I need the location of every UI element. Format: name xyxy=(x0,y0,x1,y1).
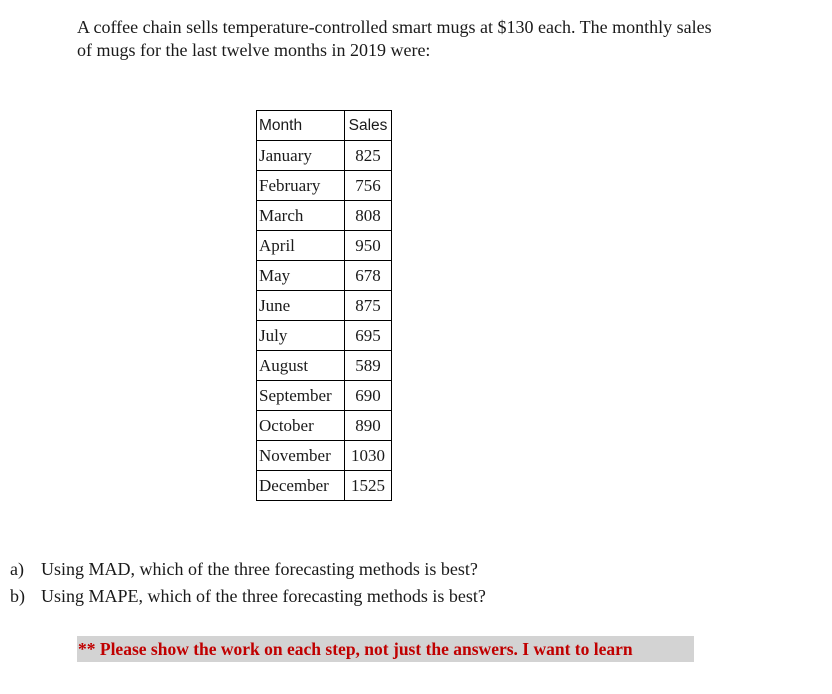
table-row xyxy=(257,471,392,501)
sales-cell: 589 xyxy=(345,351,392,381)
month-cell: April xyxy=(257,231,345,261)
sales-cell: 678 xyxy=(345,261,392,291)
month-cell: November xyxy=(257,441,345,471)
month-cell: December xyxy=(257,471,345,501)
sales-cell: 695 xyxy=(345,321,392,351)
table-row xyxy=(257,321,392,351)
table-row xyxy=(257,291,392,321)
month-cell: August xyxy=(257,351,345,381)
sales-cell: 690 xyxy=(345,381,392,411)
month-cell: January xyxy=(257,141,345,171)
month-cell: October xyxy=(257,411,345,441)
problem-statement-line-2: of mugs for the last twelve months in 2019 were: xyxy=(77,40,431,60)
table-row xyxy=(257,441,392,471)
problem-statement xyxy=(77,16,777,62)
sales-cell: 950 xyxy=(345,231,392,261)
table-row xyxy=(257,381,392,411)
table-header-row xyxy=(257,111,392,141)
table-row xyxy=(257,171,392,201)
monthly-sales-table xyxy=(256,110,392,501)
table-row xyxy=(257,141,392,171)
table-row xyxy=(257,231,392,261)
question-text: Using MAPE, which of the three forecasting methods is best? xyxy=(41,586,486,606)
sales-cell: 808 xyxy=(345,201,392,231)
month-cell: June xyxy=(257,291,345,321)
month-column-header: Month xyxy=(257,111,345,141)
highlighted-note xyxy=(77,636,694,662)
table-row xyxy=(257,201,392,231)
sales-cell: 1525 xyxy=(345,471,392,501)
sales-column-header: Sales xyxy=(345,111,392,141)
month-cell: February xyxy=(257,171,345,201)
question-marker: b) xyxy=(10,586,25,606)
month-cell: March xyxy=(257,201,345,231)
sales-cell: 825 xyxy=(345,141,392,171)
table-row xyxy=(257,411,392,441)
question-list xyxy=(10,556,486,610)
sales-cell: 1030 xyxy=(345,441,392,471)
sales-cell: 875 xyxy=(345,291,392,321)
month-cell: May xyxy=(257,261,345,291)
question-item xyxy=(10,583,486,610)
question-text: Using MAD, which of the three forecasting methods is best? xyxy=(41,559,478,579)
note-text: ** Please show the work on each step, not just the answers. I want to learn xyxy=(78,639,633,659)
table-row xyxy=(257,261,392,291)
month-cell: July xyxy=(257,321,345,351)
question-marker: a) xyxy=(10,559,24,579)
sales-cell: 756 xyxy=(345,171,392,201)
problem-statement-line-1: A coffee chain sells temperature-controlled smart mugs at $130 each. The monthly sales xyxy=(77,17,712,37)
sales-cell: 890 xyxy=(345,411,392,441)
question-item xyxy=(10,556,486,583)
table-row xyxy=(257,351,392,381)
month-cell: September xyxy=(257,381,345,411)
